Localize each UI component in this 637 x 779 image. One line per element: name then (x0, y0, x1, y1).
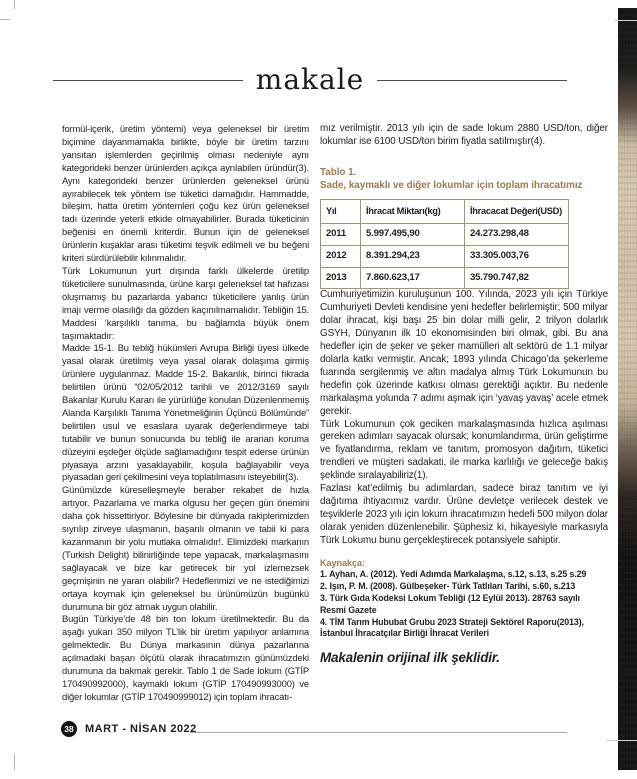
table-cell-year: 2012 (321, 245, 361, 267)
table-cell-value: 33.305.003,76 (465, 245, 569, 267)
page-footer (61, 720, 197, 737)
table-cell-amount: 7.860.623,17 (361, 267, 465, 289)
references-list (320, 569, 608, 640)
article-paragraph: Bugün Türkiye’de 48 bin ton lokum üretilmektedir. Bu da aşağı yukarı 350 milyon TL’lik bir üretim yapılıyor anlamına gelmektedir. Bu Dünya markasının dünya pazarlarına açılmadaki başarı ölçütü olarak ihracatımızın günümüzdeki durumuna da bakmak gerekir. Tablo 1 de Sade lokum (GTİP 170490992000), kaymaklı lokum (GTİP 170490993000) ve diğer lokumlar (GTİP 170490999012) için toplam ihracatı- (62, 613, 309, 702)
table-header-year: Yıl (321, 199, 361, 223)
table-cell-year: 2011 (321, 223, 361, 245)
table-cell-amount: 8.391.294,23 (361, 245, 465, 267)
table-title: Sade, kaymaklı ve diğer lokumlar için toplam ihracatımız (320, 179, 583, 191)
closing-note: Makalenin orijinal ilk şeklidir. (320, 650, 500, 666)
page-edge-image-strip (618, 8, 637, 770)
export-table (320, 199, 569, 290)
table-cell-amount: 5.997.495,90 (361, 223, 465, 245)
references-heading: Kaynakça: (320, 557, 366, 568)
crop-mark (14, 0, 15, 9)
table-cell-value: 24.273.298,48 (465, 223, 569, 245)
article-paragraph: Türk Lokumunun yurt dışında farklı ülkelerde üretilip tüketicilere sunulmasında, ürüne karşı geleneksel tat hafızası oluşmamış bu pazarlarda yabancı tüketicilere yanlış ürün imajı verme olasılığı da gözden kaçınılmamalıdır. Tebliğin 15. Maddesi ‘karşılıklı tanıma, bu bağlamda büyük önem taşımaktadır: (62, 264, 309, 341)
masthead (53, 64, 567, 96)
table-header-value: İhracacat Değeri(USD) (465, 199, 569, 223)
article-column-right (320, 123, 608, 727)
reference-item: 4. TİM Tarım Hububat Grubu 2023 Strateji Sektörel Raporu(2013), İstanbul İhracatçılar Birliği İhracat Verileri (320, 616, 584, 639)
reference-item: 3. Türk Gıda Kodeksi Lokum Tebliği (12 Eylül 2013). 28763 sayılı Resmi Gazete (320, 592, 580, 615)
table-row (321, 223, 569, 245)
table-header-amount: İhracat Miktarı(kg) (361, 199, 465, 223)
article-paragraph: formül-içerik, üretim yöntemi) veya geleneksel bir üretim biçimine dayanmamakla birlikte, böyle bir üretim tarzını yansıtan işlemlerden geçirilmiş olması nedeniyle aynı kategorideki benzer ürünlerden açıkça ayrılabilen üründür(3). Aynı kategorideki benzer ürünlerden geleneksel ürünü ayırabilecek tek yöntem ise tüketici damağıdır. Hammadde, bileşim, hatta üretim yöntemleri çoğu kez ürün geleneksel tadı üzerinde yeterli etkide olmayabilirler. Burada tüketicinin beğenisi en önemli kriterdir. Bunun için de geleneksel ürünlerin kuşaklar arası tüketimi teşvik edilmeli ve bu beğeni kriteri sürdürülebilir kılınmalıdır. (62, 123, 309, 264)
article-paragraph: Cumhuriyetimizin kuruluşunun 100. Yılında, 2023 yılı için Türkiye Cumhuriyeti Devleti kendisine yeni hedefler belirlemiştir; 500 milyar dolar ihracat, kişi başı 25 bin dolar milli gelir, 2 trilyon dolarlık GSYH, Dünyanın ilk 10 ekonomisinden biri olmak, gibi. Bu ana hedefler için de şeker ve şeker mamülleri alt sektörü de 1.1 milyar dolarla katkı vermiştir. Ancak; 1893 yılında Chicago’da şekerleme fuarında sergilenmiş ve altın madalya almış Türk Lokumunun bu hedefin çok üzerinde katkısı olması gerektiği açıktır. Bu nedenle markalaşma yolunda 7 adımı aşmak için ‘yavaş yavaş’ acele etmek gerekir. (320, 289, 608, 417)
crop-mark (614, 20, 637, 21)
reference-item: 2. Işın, P. M. (2008). Gülbeşeker- Türk Tatlıları Tarihi, s.60, s.213 (320, 581, 576, 592)
article-paragraph: Madde 15-1. Bu tebliğ hükümleri Avrupa Birliği üyesi ülkede yasal olarak üretilmiş veya yasal olarak dolaşıma girmiş ürünlere uygulanmaz. Madde 15-2. Bakanlık, birinci fıkrada belirtilen ürünü “02/05/2012 tarihli ve 2012/3169 sayılı Bakanlar Kurulu Kararı ile yürürlüğe konulan Düzenlenmemiş Alanda Karşılıklı Tanıma Yönetmeliğinin Üçüncü Bölümünde” belirtilen usul ve esaslara uyarak değerlendirmeye tabi tutabilir ve bunun sonucunda bu tebliğ ile aranan koruma düzeyini eşdeğer ölçüde sağlamadığını tespit ederse ürünün piyasaya arzını yasaklayabilir, koşula bağlayabilir veya piyasadan geri çekilmesini veya toplatılmasını isteyebilir(3). (62, 342, 309, 483)
table-header-row (321, 199, 569, 223)
article-paragraph: Türk Lokumunun çok geciken markalaşmasında hızlıca aşılması gereken adımları sayacak olursak; konumlandırma, ürün geliştirme ve fiyatlandırma, reklam ve tanıtım, promosyon dağıtım, tüketici trendleri ve müşteri sadakati, ile marka karlılığı ve geleceğe bakış şeklinde sıralayabiliriz(1). (320, 418, 608, 482)
crop-mark (606, 740, 637, 741)
footer-rule (190, 732, 567, 733)
table-cell-year: 2013 (321, 267, 361, 289)
section-title: makale (255, 63, 365, 96)
crop-mark (0, 19, 10, 20)
table-cell-value: 35.790.747,82 (465, 267, 569, 289)
article-column-left (62, 123, 309, 721)
reference-item: 1. Ayhan, A. (2012). Yedi Adımda Markalaşma, s.12, s.13, s.25 s.29 (320, 569, 587, 580)
masthead-rule-right (377, 80, 567, 81)
crop-mark (14, 754, 15, 770)
table-row (321, 245, 569, 267)
table-label: Tablo 1. (320, 166, 357, 178)
article-paragraph: mız verilmiştir. 2013 yılı için de sade lokum 2880 USD/ton, diğer lokumlar ise 6100 USD/ton birim fiyatla satılmıştır(4). (320, 123, 608, 147)
table-row (321, 267, 569, 289)
issue-label: MART - NİSAN 2022 (85, 722, 197, 735)
article-paragraph: Fazlası kat’edilmiş bu adımlardan, sadece biraz tanıtım ve iyi dağıtıma ihtiyacımız vardır. Ürüne devletçe verilecek destek ve teşviklerle 2023 yılı için lokum ihracatımızın hedefi 500 milyon dolar olarak yeniden düzenlenebilir. Şüphesiz ki, hikayesiyle markasıyla Türk Lokumu bunu gerçekleştirecek potansiyele sahiptir. (320, 483, 608, 546)
masthead-rule-left (53, 80, 243, 81)
article-paragraph: Günümüzde küreselleşmeyle beraber rekabet de hızla artıyor. Pazarlama ve marka olgusu her geçen gün önemini daha çok hissettiriyor. Böylesine bir dünyada rakiplerimizden sıyrılıp zirveye ulaşmanın, başarılı olmanın ve tabii ki para kazanmanın bir yolu mutlaka olmalıdır!. Elimizdeki markanın (Turkish Delight) bilinirliğinde tepe yapacak, markalaşmasını sağlayacak ve bize kar getirecek bir yol izlemezsek geçmişinin ne yararı olabilir? Hedeflerimizi ve ne istediğimizi ortaya koymak için geleneksel bu ürünümüzün bugünkü durumuna bir göz atmak uygun olabilir. (62, 484, 309, 612)
page-number-badge: 38 (61, 721, 77, 737)
